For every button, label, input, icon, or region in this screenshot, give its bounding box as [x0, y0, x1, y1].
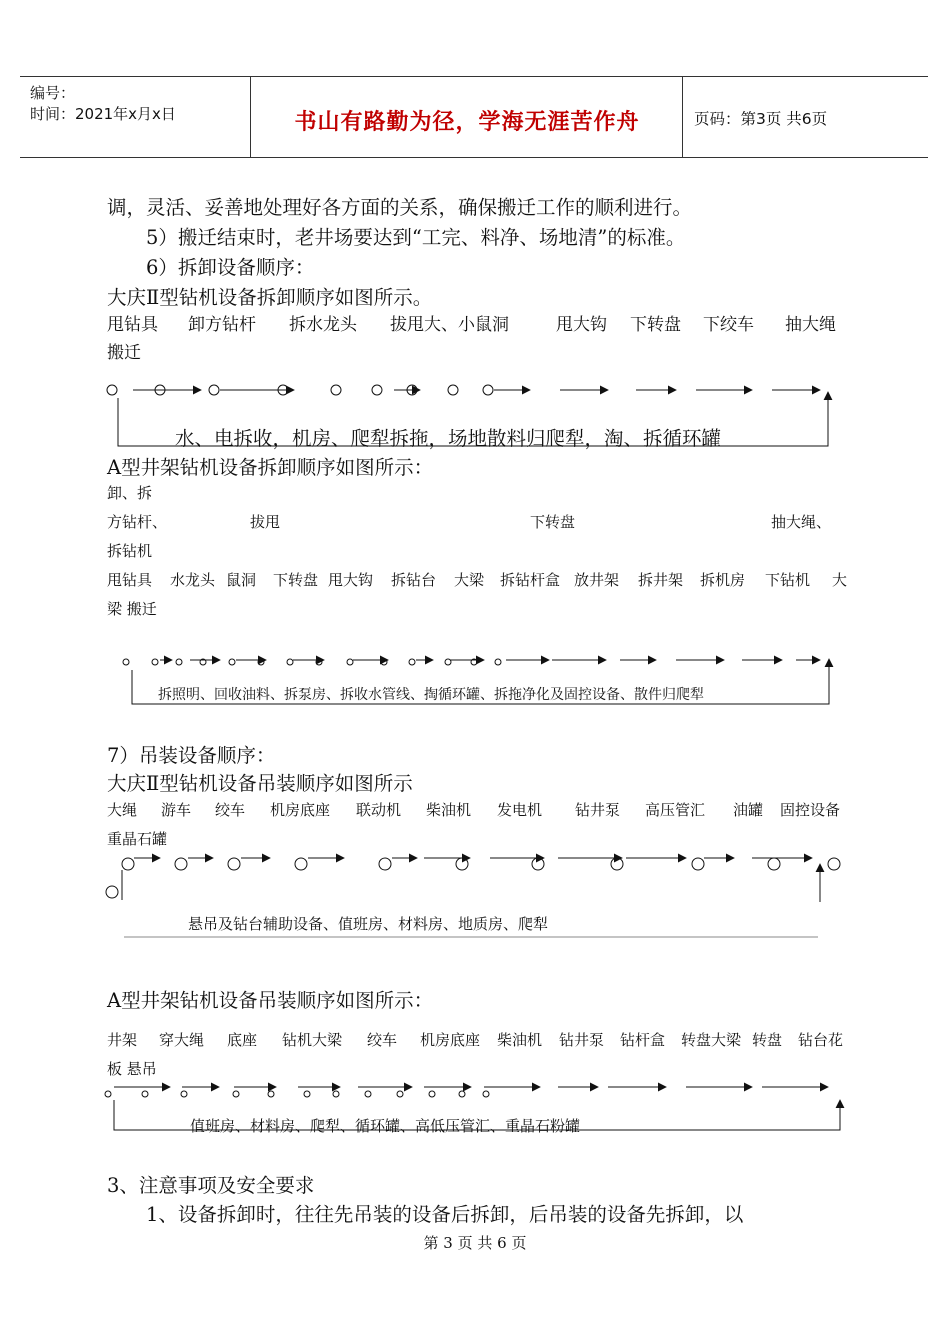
flow-step-label: 机房底座: [420, 1031, 481, 1049]
flow-node: [768, 858, 780, 870]
flow-node: [347, 659, 353, 665]
flow-4: [105, 1087, 840, 1130]
flow-step-label: 甩大钩: [328, 571, 374, 589]
flow-node: [331, 385, 341, 395]
flow-step-label: 拆井架: [638, 571, 684, 589]
flow-step-label: 拔甩大、小鼠洞: [390, 315, 509, 335]
flow-step-label: 抽大绳、: [771, 513, 832, 531]
flow-node: [209, 385, 219, 395]
flow-step-label: 方钻杆、: [107, 513, 168, 531]
flow-step-label: 下绞车: [703, 315, 754, 335]
flow-node: [429, 1091, 435, 1097]
flow-1: [107, 385, 828, 446]
flow-node: [233, 1091, 239, 1097]
flow-node: [365, 1091, 371, 1097]
flow-step-label: 拔甩: [250, 513, 281, 531]
flow-step-label: 高压管汇: [645, 801, 706, 819]
flow-step-label: 底座: [227, 1031, 258, 1049]
flow-node: [495, 659, 501, 665]
flow-node: [106, 886, 118, 898]
flow-node: [123, 659, 129, 665]
doc-time: 时间：2021年x月x日: [30, 105, 176, 123]
flow-node: [229, 659, 235, 665]
flow-node: [828, 858, 840, 870]
flow-step-label: 板 悬吊: [107, 1060, 157, 1078]
flow-step-label: 大: [832, 571, 848, 589]
flow-node: [175, 858, 187, 870]
paragraph: 7）吊装设备顺序：: [107, 744, 276, 767]
doc-number: 编号：: [30, 84, 76, 102]
header-page-number: 页码：第3页 共6页: [694, 110, 828, 128]
flow-return-note: 悬吊及钻台辅助设备、值班房、材料房、地质房、爬犁: [188, 915, 549, 933]
flow-return-line: [118, 392, 828, 446]
flow-node: [379, 858, 391, 870]
flow-step-label: 游车: [161, 801, 192, 819]
flow-step-label: 下转盘: [530, 513, 576, 531]
flow-return-note: 水、电拆收，机房、爬犁拆拖，场地散料归爬犁，淘、拆循环罐: [175, 427, 722, 450]
flow-node: [372, 385, 382, 395]
flow-step-label: 搬迁: [107, 343, 141, 363]
flow-step-label: 甩大钩: [556, 315, 607, 335]
flow-node: [176, 659, 182, 665]
flow-node: [152, 659, 158, 665]
flow-step-label: 拆水龙头: [289, 315, 357, 335]
paragraph: 调，灵活、妥善地处理好各方面的关系，确保搬迁工作的顺利进行。: [107, 196, 693, 219]
flow-node: [409, 659, 415, 665]
flow-node: [105, 1091, 111, 1097]
flow-node: [287, 659, 293, 665]
flow-step-label: 钻井泵: [575, 801, 621, 819]
flow-step-label: 卸方钻杆: [188, 315, 256, 335]
flow-step-label: 转盘大梁: [681, 1031, 742, 1049]
page-footer: 第 3 页 共 6 页: [423, 1234, 527, 1252]
flow-step-label: 甩钻具: [107, 571, 153, 589]
section-title: 大庆Ⅱ型钻机设备拆卸顺序如图所示。: [107, 286, 433, 309]
flow-step-label: 鼠洞: [226, 571, 257, 589]
flow-step-label: 放井架: [574, 571, 620, 589]
flow-step-label: 钻杆盒: [620, 1031, 666, 1049]
flow-step-label: 下钻机: [765, 571, 811, 589]
flow-step-label: 甩钻具: [107, 315, 158, 335]
flow-node: [181, 1091, 187, 1097]
flow-step-label: 钻机大梁: [282, 1031, 343, 1049]
flow-step-label: 下转盘: [273, 571, 319, 589]
flow-step-label: 水龙头: [170, 571, 216, 589]
flow-step-label: 绞车: [367, 1031, 398, 1049]
section-title: 大庆Ⅱ型钻机设备吊装顺序如图所示: [107, 772, 413, 795]
flow-node: [448, 385, 458, 395]
flow-node: [611, 858, 623, 870]
flow-step-label: 发电机: [497, 801, 543, 819]
flow-step-label: 重晶石罐: [107, 830, 168, 848]
paragraph: 6）拆卸设备顺序：: [146, 256, 315, 279]
flow-step-label: 拆钻台: [391, 571, 437, 589]
paragraph: 5）搬迁结束时，老井场要达到“工完、料净、场地清”的标准。: [146, 226, 686, 249]
flow-step-label: 下转盘: [630, 315, 681, 335]
flow-node: [107, 385, 117, 395]
header-motto: 书山有路勤为径，学海无涯苦作舟: [294, 109, 640, 135]
flow-step-label: 大梁: [454, 571, 485, 589]
flow-step-label: 卸、拆: [107, 484, 153, 502]
section-title: A型井架钻机设备拆卸顺序如图所示：: [107, 456, 434, 479]
flow-node: [456, 858, 468, 870]
flow-return-line: [132, 659, 829, 704]
section-title: A型井架钻机设备吊装顺序如图所示：: [107, 989, 434, 1012]
flow-step-label: 绞车: [215, 801, 246, 819]
flow-2: [123, 659, 829, 704]
flow-node: [397, 1091, 403, 1097]
flow-node: [692, 858, 704, 870]
flow-return-line: [114, 1100, 840, 1130]
flow-step-label: 抽大绳: [785, 315, 836, 335]
flow-step-label: 固控设备: [780, 801, 841, 819]
flow-return-note: 值班房、材料房、爬犁、循环罐、高低压管汇、重晶石粉罐: [190, 1117, 581, 1135]
flow-step-label: 柴油机: [497, 1031, 543, 1049]
flow-step-label: 转盘: [752, 1031, 783, 1049]
flow-step-label: 拆钻杆盒: [500, 571, 561, 589]
flow-step-label: 柴油机: [426, 801, 472, 819]
flow-node: [532, 858, 544, 870]
flow-3: [106, 858, 840, 937]
flow-node: [268, 1091, 274, 1097]
flow-step-label: 拆钻机: [107, 542, 153, 560]
flow-node: [304, 1091, 310, 1097]
flow-node: [483, 1091, 489, 1097]
flow-node: [459, 1091, 465, 1097]
flow-step-label: 大绳: [107, 801, 138, 819]
flow-step-label: 钻台花: [798, 1031, 844, 1049]
paragraph: 1、设备拆卸时，往往先吊装的设备后拆卸，后吊装的设备先拆卸，以: [146, 1203, 744, 1226]
flow-step-label: 油罐: [733, 801, 764, 819]
flow-step-label: 机房底座: [270, 801, 331, 819]
flow-node: [483, 385, 493, 395]
flow-step-label: 井架: [107, 1031, 138, 1049]
flow-node: [228, 858, 240, 870]
section-title: 3、注意事项及安全要求: [107, 1174, 315, 1197]
flow-step-label: 联动机: [356, 801, 402, 819]
flow-node: [122, 858, 134, 870]
flow-step-label: 穿大绳: [159, 1031, 205, 1049]
flow-step-label: 钻井泵: [559, 1031, 605, 1049]
flow-node: [333, 1091, 339, 1097]
flow-step-label: 梁 搬迁: [107, 600, 157, 618]
flow-node: [142, 1091, 148, 1097]
flow-return-note: 拆照明、回收油料、拆泵房、拆收水管线、掏循环罐、拆拖净化及固控设备、散件归爬犁: [158, 687, 704, 703]
flow-step-label: 拆机房: [700, 571, 746, 589]
flow-node: [295, 858, 307, 870]
